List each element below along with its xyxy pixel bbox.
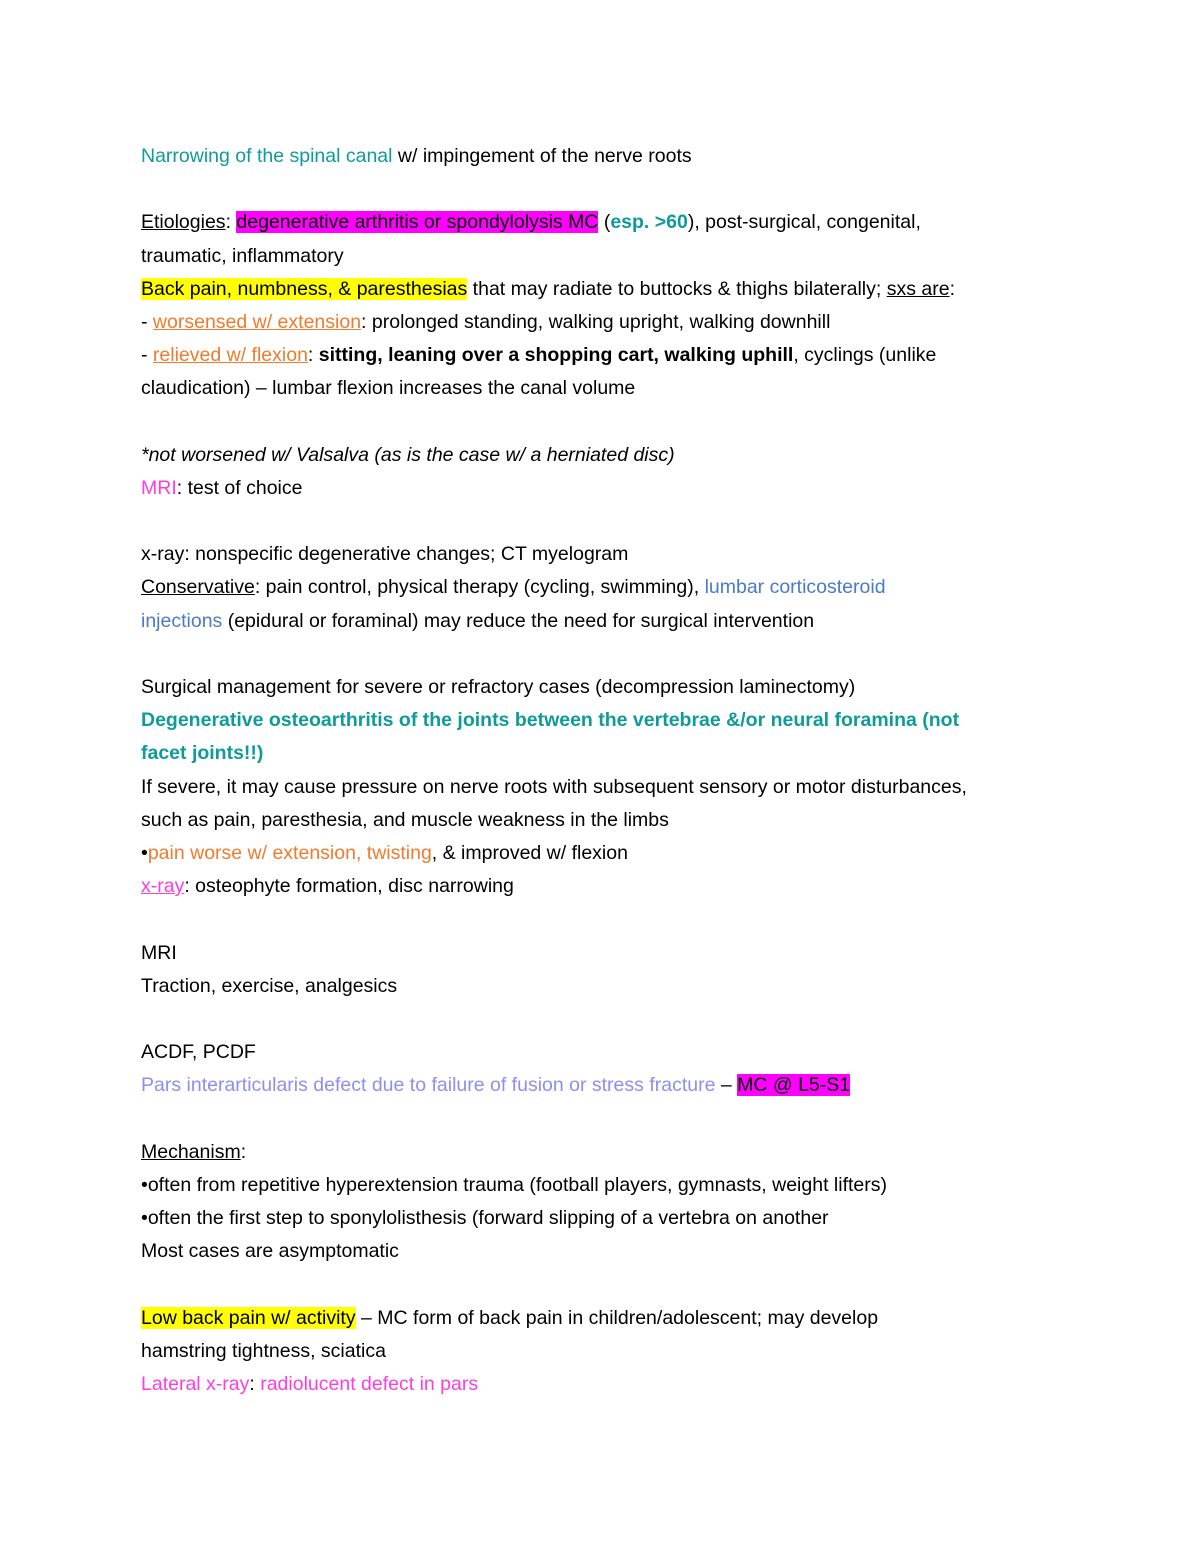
blank-line (141, 505, 1101, 538)
text-run: ), post-surgical, congenital, (687, 211, 921, 234)
text-run: claudication) – lumbar flexion increases the canal volume (141, 377, 636, 400)
text-line (141, 970, 1101, 1003)
text-line (141, 605, 1101, 638)
blank-line (141, 1102, 1101, 1135)
text-run: : prolonged standing, walking upright, walking downhill (361, 310, 831, 333)
blank-line (141, 173, 1101, 206)
text-run: sitting, leaning over a shopping cart, walking uphill (318, 344, 794, 367)
blank-line (141, 1268, 1101, 1301)
text-run: • (141, 841, 148, 864)
text-run: injections (141, 609, 223, 632)
text-line (141, 1202, 1101, 1235)
text-run: degenerative arthritis or spondylolysis MC (236, 211, 599, 234)
text-run: – (715, 1074, 738, 1097)
text-run: : (249, 1372, 261, 1395)
text-line (141, 870, 1101, 903)
text-line (141, 140, 1101, 173)
text-line (141, 671, 1101, 704)
text-run: Mechanism (141, 1140, 241, 1163)
text-run: : (240, 1140, 247, 1163)
text-run: If severe, it may cause pressure on nerve roots with subsequent sensory or motor disturbances, (141, 775, 967, 798)
text-line (141, 1235, 1101, 1268)
text-run: : (225, 211, 237, 234)
text-line (141, 1335, 1101, 1368)
text-run: ( (598, 211, 611, 234)
text-run: MC @ L5-S1 (737, 1074, 851, 1097)
text-run: Lateral x-ray (141, 1372, 250, 1395)
text-line (141, 571, 1101, 604)
text-run: Low back pain w/ activity (141, 1306, 356, 1329)
text-line (141, 439, 1101, 472)
blank-line (141, 903, 1101, 936)
text-line (141, 737, 1101, 770)
text-line (141, 339, 1101, 372)
text-run: traumatic, inflammatory (141, 244, 344, 267)
text-run: Back pain, numbness, & paresthesias (141, 277, 468, 300)
text-run: *not worsened w/ Valsalva (as is the case w/ a herniated disc) (141, 443, 675, 466)
text-line (141, 704, 1101, 737)
text-run: •often the first step to sponylolisthesis (forward slipping of a vertebra on another (141, 1207, 829, 1229)
text-run: : pain control, physical therapy (cycling, swimming), (254, 576, 705, 599)
text-run: such as pain, paresthesia, and muscle weakness in the limbs (141, 808, 669, 831)
text-line (141, 240, 1101, 273)
document-body (141, 140, 1101, 1401)
text-line (141, 771, 1101, 804)
text-run: Degenerative osteoarthritis of the joints between the vertebrae &/or neural foramina (not (141, 709, 960, 732)
text-run: Pars interarticularis defect due to failure of fusion or stress fracture (141, 1074, 716, 1097)
text-run: lumbar corticosteroid (704, 576, 886, 599)
text-line (141, 372, 1101, 405)
text-line (141, 1136, 1101, 1169)
text-run: : osteophyte formation, disc narrowing (184, 875, 514, 898)
text-run: Conservative (141, 576, 255, 599)
text-run: , cyclings (unlike (793, 344, 937, 367)
text-run: , & improved w/ flexion (431, 841, 628, 864)
text-line (141, 206, 1101, 239)
text-line (141, 306, 1101, 339)
text-run: facet joints!!) (141, 742, 264, 765)
text-line (141, 1368, 1101, 1401)
text-run: Most cases are asymptomatic (141, 1240, 399, 1263)
text-run: x-ray (141, 875, 185, 898)
text-run: : test of choice (176, 476, 303, 499)
text-run: – MC form of back pain in children/adolescent; may develop (355, 1306, 879, 1329)
blank-line (141, 638, 1101, 671)
text-run: worsensed w/ extension (152, 310, 362, 333)
text-line (141, 273, 1101, 306)
text-run: Surgical management for severe or refractory cases (decompression laminectomy) (141, 676, 856, 698)
text-run: radiolucent defect in pars (260, 1372, 479, 1395)
text-line (141, 472, 1101, 505)
text-run: pain worse w/ extension, twisting (147, 841, 432, 864)
text-line (141, 1036, 1101, 1069)
text-line (141, 1069, 1101, 1102)
text-run: that may radiate to buttocks & thighs bilaterally; (467, 277, 887, 300)
text-run: esp. >60 (610, 211, 688, 234)
text-run: (epidural or foraminal) may reduce the need for surgical intervention (222, 609, 815, 632)
text-line (141, 937, 1101, 970)
text-run: ACDF, PCDF (141, 1041, 256, 1064)
text-line (141, 837, 1101, 870)
blank-line (141, 406, 1101, 439)
text-run: - (141, 344, 153, 367)
text-run: : (949, 277, 956, 300)
text-run: •often from repetitive hyperextension trauma (football players, gymnasts, weight lifters) (141, 1173, 887, 1196)
text-run: Traction, exercise, analgesics (141, 974, 398, 997)
text-run: Etiologies (141, 211, 226, 234)
text-run: - (141, 310, 153, 333)
text-run: relieved w/ flexion (152, 344, 308, 367)
text-line (141, 538, 1101, 571)
text-run: MRI (141, 941, 177, 964)
blank-line (141, 1003, 1101, 1036)
text-line (141, 1302, 1101, 1335)
text-line (141, 804, 1101, 837)
text-run: Narrowing of the spinal canal (141, 145, 393, 167)
text-line (141, 1169, 1101, 1202)
text-run: : (307, 344, 319, 367)
text-run: MRI (141, 476, 177, 499)
text-run: hamstring tightness, sciatica (141, 1339, 386, 1362)
text-run: x-ray: nonspecific degenerative changes; CT myelogram (141, 543, 629, 566)
text-run: w/ impingement of the nerve roots (392, 145, 692, 167)
text-run: sxs are (886, 277, 950, 300)
